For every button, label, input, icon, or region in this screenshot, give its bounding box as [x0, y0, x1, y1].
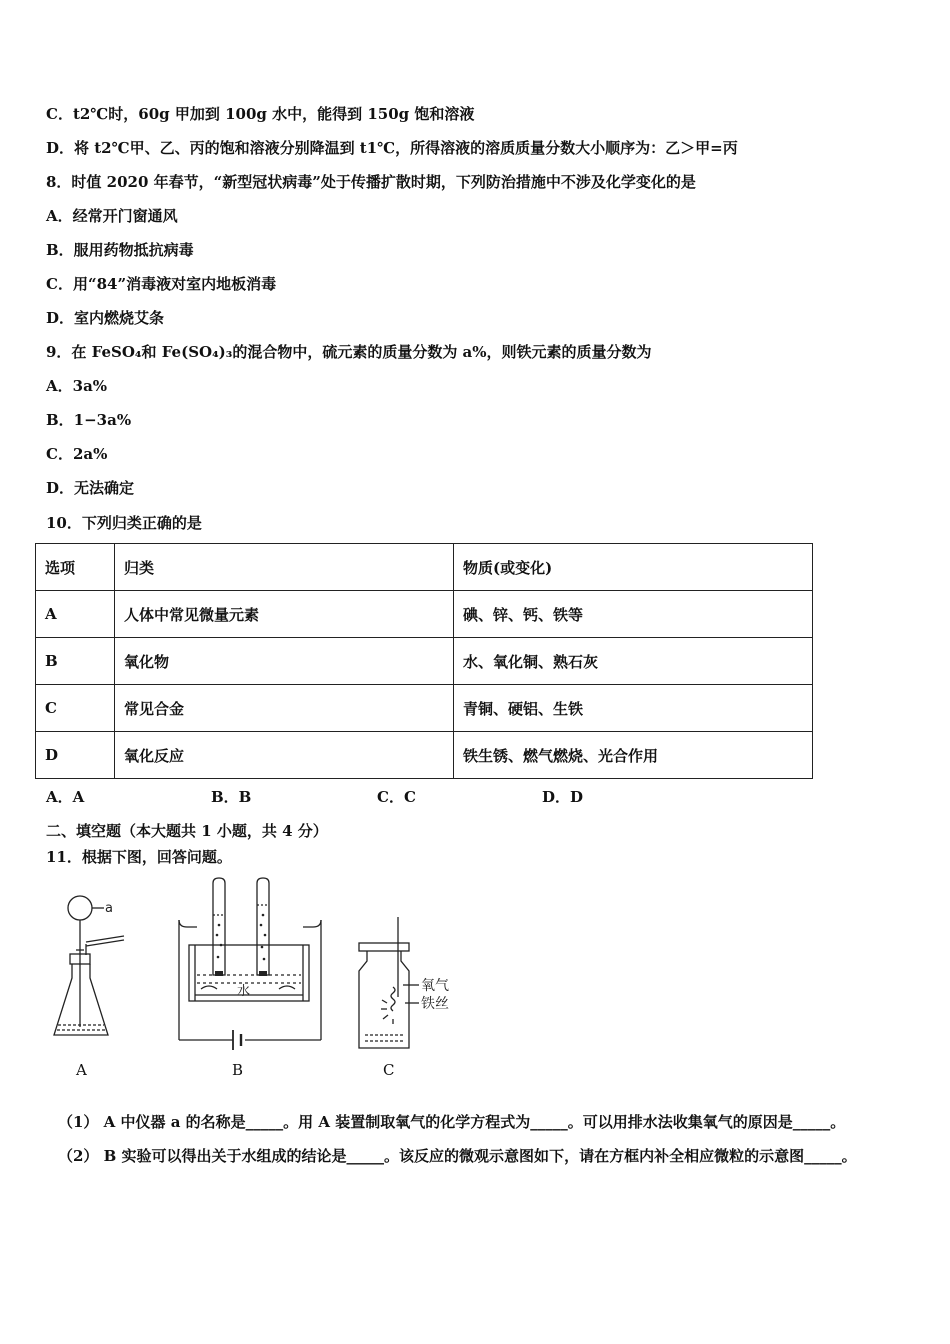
caption-b: B [232, 1061, 244, 1079]
apparatus-a-flask [48, 875, 132, 1060]
question-11: 11．根据下图，回答问题。 [46, 848, 232, 866]
table-cell: 氧化物 [115, 638, 454, 685]
section-heading: 二、填空题（本大题共 1 小题，共 4 分） [46, 822, 328, 840]
label-iron-wire: 铁丝 [421, 996, 449, 1012]
question-9: 9．在 FeSO₄和 Fe(SO₄)₃的混合物中，硫元素的质量分数为 a%，则铁元素的质量分数为 [46, 343, 652, 361]
table-cell: 水、氧化铜、熟石灰 [454, 638, 813, 685]
option-7d: D．将 t2℃甲、乙、丙的饱和溶液分别降温到 t1℃，所得溶液的溶质质量分数大小顺序为：乙＞甲=丙 [46, 139, 738, 157]
label-water: 水 [237, 984, 251, 999]
table-header-cell: 选项 [36, 544, 115, 591]
table-cell: D [36, 732, 115, 779]
apparatus-c-iron-combustion [355, 875, 465, 1060]
table-cell: 氧化反应 [115, 732, 454, 779]
table-header-cell: 物质(或变化) [454, 544, 813, 591]
table-cell: A [36, 591, 115, 638]
table-cell: 常见合金 [115, 685, 454, 732]
question-10: 10．下列归类正确的是 [46, 514, 202, 532]
choice-c: C．C [377, 788, 416, 806]
option-8a: A．经常开门窗通风 [46, 207, 178, 225]
table-row [36, 638, 813, 685]
option-9d: D．无法确定 [46, 479, 135, 497]
option-8c: C．用“84”消毒液对室内地板消毒 [46, 275, 277, 293]
question-8: 8．时值 2020 年春节，“新型冠状病毒”处于传播扩散时期，下列防治措施中不涉及化学变化的是 [46, 173, 696, 191]
caption-a: A [76, 1061, 87, 1079]
option-8b: B．服用药物抵抗病毒 [46, 241, 194, 259]
sub-question-2: （2） B 实验可以得出关于水组成的结论是_____。该反应的微观示意图如下，请在方框内补全相应微粒的示意图_____。 [58, 1147, 857, 1165]
choice-b: B．B [211, 788, 252, 806]
option-8d: D．室内燃烧艾条 [46, 309, 165, 327]
classification-table [35, 543, 813, 779]
table-row [36, 732, 813, 779]
label-a: a [105, 901, 113, 916]
table-cell: B [36, 638, 115, 685]
caption-c: C [383, 1061, 395, 1079]
option-7c: C．t2℃时，60g 甲加到 100g 水中，能得到 150g 饱和溶液 [46, 105, 475, 123]
table-cell: 人体中常见微量元素 [115, 591, 454, 638]
table-cell: 铁生锈、燃气燃烧、光合作用 [454, 732, 813, 779]
table-row [36, 685, 813, 732]
option-9a: A．3a% [46, 377, 108, 395]
table-cell: C [36, 685, 115, 732]
table-header-row [36, 544, 813, 591]
choice-a: A．A [46, 788, 85, 806]
choice-d: D．D [542, 788, 584, 806]
sub-question-1: （1） A 中仪器 a 的名称是_____。用 A 装置制取氧气的化学方程式为_____。可以用排水法收集氧气的原因是_____。 [58, 1113, 846, 1131]
table-cell: 青铜、硬铝、生铁 [454, 685, 813, 732]
apparatus-b-electrolysis [175, 875, 325, 1060]
table-row [36, 591, 813, 638]
table-cell: 碘、锌、钙、铁等 [454, 591, 813, 638]
table-header-cell: 归类 [115, 544, 454, 591]
option-9c: C．2a% [46, 445, 108, 463]
option-9b: B．1−3a% [46, 411, 132, 429]
label-oxygen: 氧气 [421, 978, 449, 994]
